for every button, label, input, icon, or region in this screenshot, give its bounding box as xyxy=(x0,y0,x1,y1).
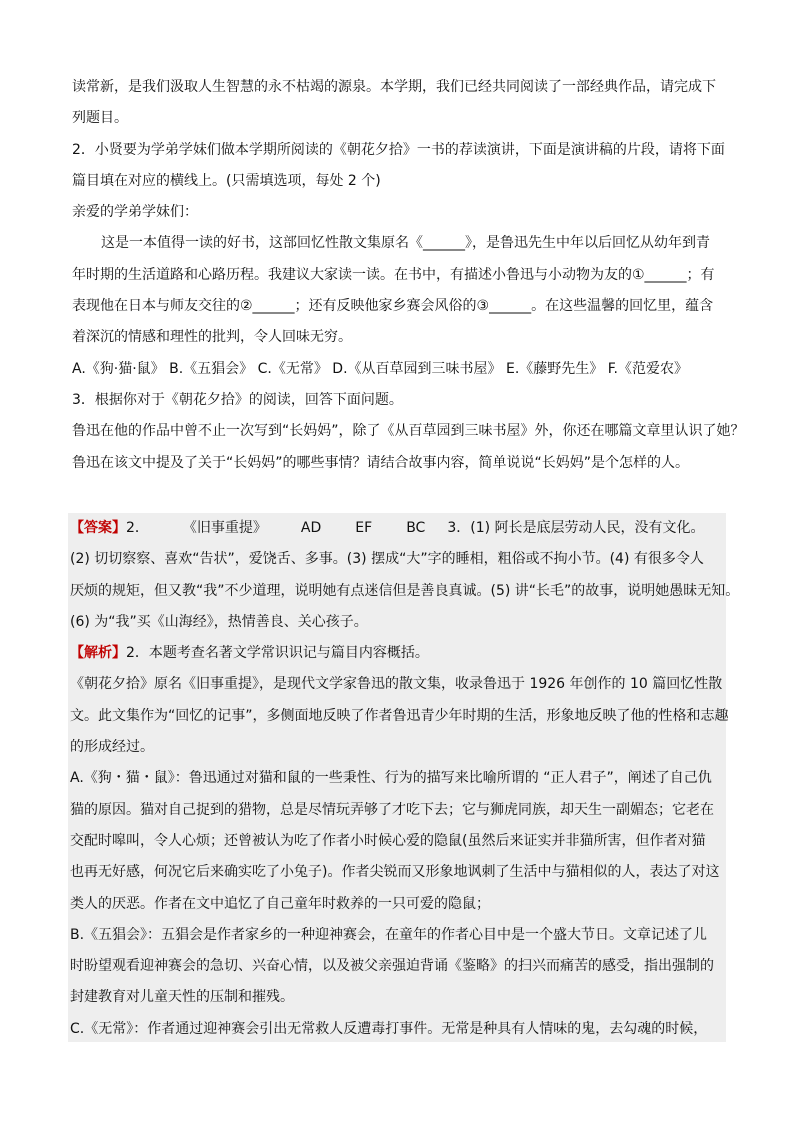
analysis-line: 时盼望观看迎神赛会的急切、兴奋心情，以及被父亲强迫背诵《鉴略》的扫兴而痛苦的感受，指出强制的 xyxy=(70,958,714,975)
text-line: 列题目。 xyxy=(72,110,128,127)
analysis-text: 2．本题考查名著文学常识识记与篇目内容概括。 xyxy=(126,645,429,662)
speech-paragraph-line: 着深沉的情感和理性的批判，令人回味无穷。 xyxy=(72,329,352,346)
answer-tag: 【答案】 xyxy=(70,520,126,536)
analysis-line: B.《五猖会》：五猖会是作者家乡的一种迎神赛会，在童年的作者心目中是一个盛大节日。文章记述了儿 xyxy=(70,926,708,943)
answer-section xyxy=(68,513,740,1042)
speech-paragraph-line: 表现他在日本与师友交往的②______；还有反映他家乡赛会风俗的③______。在这些温馨的回忆里，蕴含 xyxy=(72,298,714,315)
analysis-line: 《朝花夕拾》原名《旧事重提》，是现代文学家鲁迅的散文集，收录鲁迅于 1926 年创作的 10 篇回忆性散 xyxy=(70,676,723,693)
option-list: A.《狗·猫·鼠》 B.《五猖会》 C.《无常》 D.《从百草园到三味书屋》 E.《藤野先生》 F.《范爱农》 xyxy=(72,360,688,377)
speech-paragraph-line: 这是一本值得一读的好书，这部回忆性散文集原名《______》，是鲁迅先生中年以后回忆从幼年到青 xyxy=(101,235,710,252)
answer-item: EF xyxy=(355,520,373,536)
analysis-line: 的形成经过。 xyxy=(70,739,154,756)
analysis-line: 交配时嗥叫，令人心烦；还曾被认为吃了作者小时候心爱的隐鼠(虽然后来证实并非猫所害，但作者对猫 xyxy=(70,832,706,849)
text-line: 读常新，是我们汲取人生智慧的永不枯竭的源泉。本学期，我们已经共同阅读了一部经典作品，请完成下 xyxy=(72,79,716,95)
answer-item: BC xyxy=(406,520,426,536)
answer-item: 《旧事重提》 xyxy=(182,520,267,536)
analysis-line: 封建教育对儿童天性的压制和摧残。 xyxy=(70,989,294,1006)
analysis-line: 也再无好感，何况它后来确实吃了小兔子)。作者尖锐而又形象地讽刺了生活中与猫相似的人，表达了对这 xyxy=(70,864,720,881)
analysis-line: 类人的厌恶。作者在文中追忆了自己童年时救养的一只可爱的隐鼠； xyxy=(70,895,490,912)
analysis-tag: 【解析】 xyxy=(70,645,126,662)
speech-greeting: 亲爱的学弟学妹们： xyxy=(72,204,198,221)
text-line: 鲁迅在他的作品中曾不止一次写到“长妈妈”，除了《从百草园到三味书屋》外，你还在哪篇文章里认识了她？ xyxy=(72,423,745,440)
answer-item: 3．(1) 阿长是底层劳动人民，没有文化。 xyxy=(447,520,705,536)
answer-line: 厌烦的规矩，但又教“我”不少道理，说明她有点迷信但是善良真诚。(5) 讲“长毛”的故事，说明她愚昧无知。 xyxy=(70,582,740,599)
analysis-line: 文。此文集作为“回忆的记事”，多侧面地反映了作者鲁迅青少年时期的生活，形象地反映了他的性格和志趣 xyxy=(70,707,729,724)
analysis-line: 猫的原因。猫对自己捉到的猎物，总是尽情玩弄够了才吃下去；它与狮虎同族，却天生一副媚态；它老在 xyxy=(70,801,714,818)
answer-line xyxy=(68,513,726,544)
question-2-stem: 2．小贤要为学弟学妹们做本学期所阅读的《朝花夕拾》一书的荐读演讲，下面是演讲稿的片段，请将下面 xyxy=(72,141,725,158)
text-line: 鲁迅在该文中提及了关于“长妈妈”的哪些事情？请结合故事内容，简单说说“长妈妈”是个怎样的人。 xyxy=(72,454,690,471)
answer-line: (2) 切切察察、喜欢“告状”，爱饶舌、多事。(3) 摆成“大”字的睡相，粗俗或不拘小节。(4) 有很多令人 xyxy=(70,551,704,568)
analysis-line: A.《狗・猫・鼠》：鲁迅通过对猫和鼠的一些秉性、行为的描写来比喻所谓的 “正人君子”，阐述了自己仇 xyxy=(70,770,712,787)
text-line: 篇目填在对应的横线上。(只需填选项，每处 2 个) xyxy=(72,172,381,189)
analysis-line xyxy=(68,638,726,669)
analysis-line: C.《无常》：作者通过迎神赛会引出无常救人反遭毒打事件。无常是种具有人情味的鬼，去勾魂的时候， xyxy=(70,1020,708,1037)
answer-item: 2． xyxy=(126,520,149,536)
question-3-stem: 3．根据你对于《朝花夕拾》的阅读，回答下面问题。 xyxy=(72,391,403,408)
speech-paragraph-line: 年时期的生活道路和心路历程。我建议大家读一读。在书中，有描述小鲁迅与小动物为友的①______；有 xyxy=(72,266,715,283)
answer-line: (6) 为“我”买《山海经》，热情善良、关心孩子。 xyxy=(70,613,368,630)
answer-item: AD xyxy=(300,520,322,536)
question-section xyxy=(72,72,745,479)
